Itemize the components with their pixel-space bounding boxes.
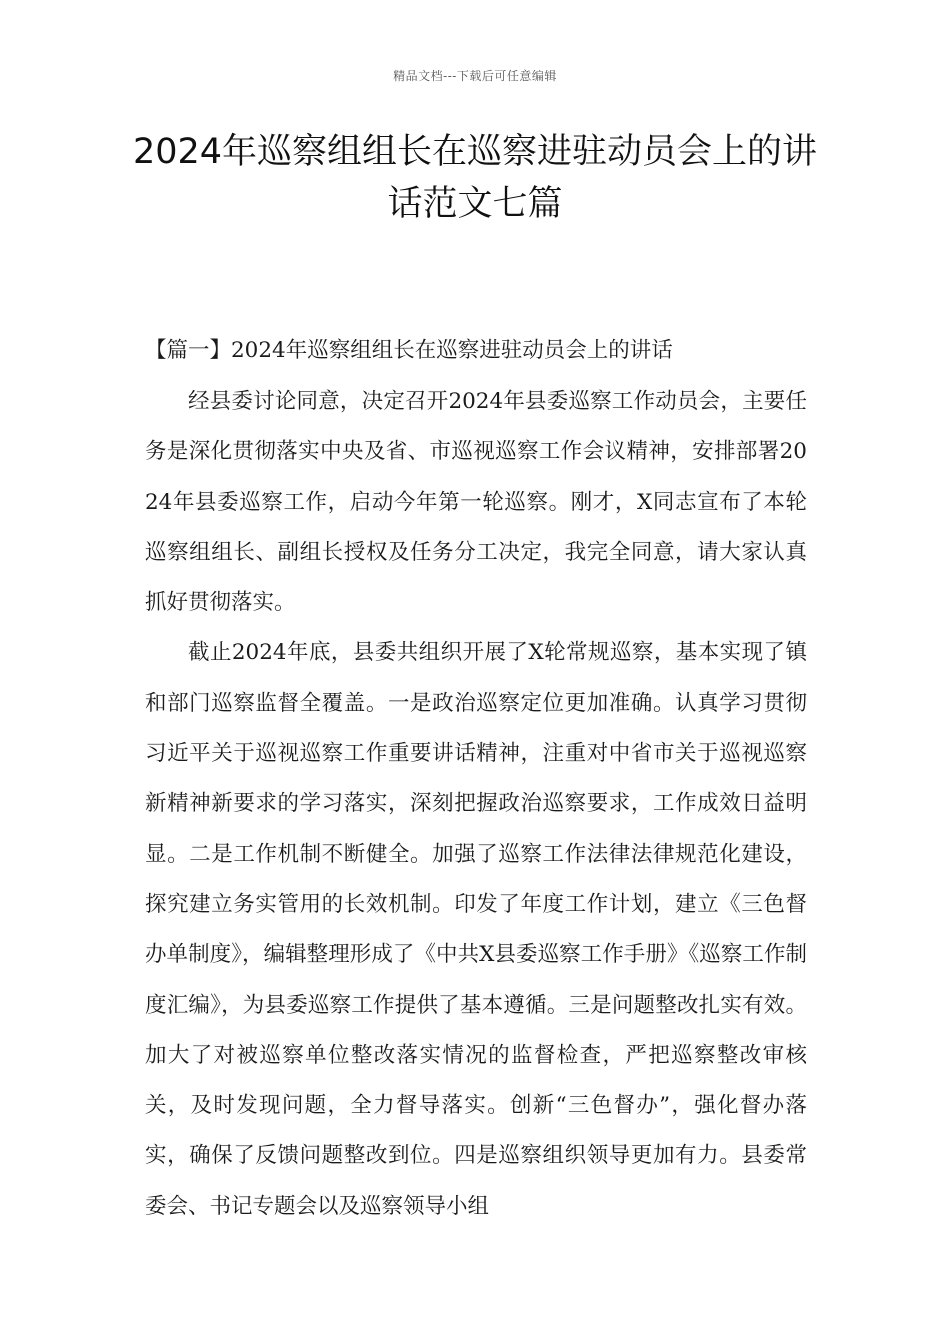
document-body xyxy=(145,332,807,1232)
paragraph: 截止2024年底，县委共组织开展了X轮常规巡察，基本实现了镇和部门巡察监督全覆盖。一是政治巡察定位更加准确。认真学习贯彻习近平关于巡视巡察工作重要讲话精神，注重对中省市关于巡视巡察新精神新要求的学习落实，深刻把握政治巡察要求，工作成效日益明显。二是工作机制不断健全。加强了巡察工作法律法律规范化建设，探究建立务实管用的长效机制。印发了年度工作计划，建立《三色督办单制度》，编辑整理形成了《中共X县委巡察工作手册》《巡察工作制度汇编》，为县委巡察工作提供了基本遵循。三是问题整改扎实有效。加大了对被巡察单位整改落实情况的监督检查，严把巡察整改审核关，及时发现问题，全力督导落实。创新“三色督办”，强化督办落实，确保了反馈问题整改到位。四是巡察组织领导更加有力。县委常委会、书记专题会以及巡察领导小组 xyxy=(145,640,807,1219)
header-note: 精品文档---下载后可任意编辑 xyxy=(393,69,557,83)
section-heading: 【篇一】2024年巡察组组长在巡察进驻动员会上的讲话 xyxy=(145,338,673,363)
paragraph: 经县委讨论同意，决定召开2024年县委巡察工作动员会，主要任务是深化贯彻落实中央及省、市巡视巡察工作会议精神，安排部署2024年县委巡察工作，启动今年第一轮巡察。刚才，X同志宣布了本轮巡察组组长、副组长授权及任务分工决定，我完全同意，请大家认真抓好贯彻落实。 xyxy=(145,389,807,616)
document-title: 2024年巡察组组长在巡察进驻动员会上的讲话范文七篇 xyxy=(132,132,818,224)
